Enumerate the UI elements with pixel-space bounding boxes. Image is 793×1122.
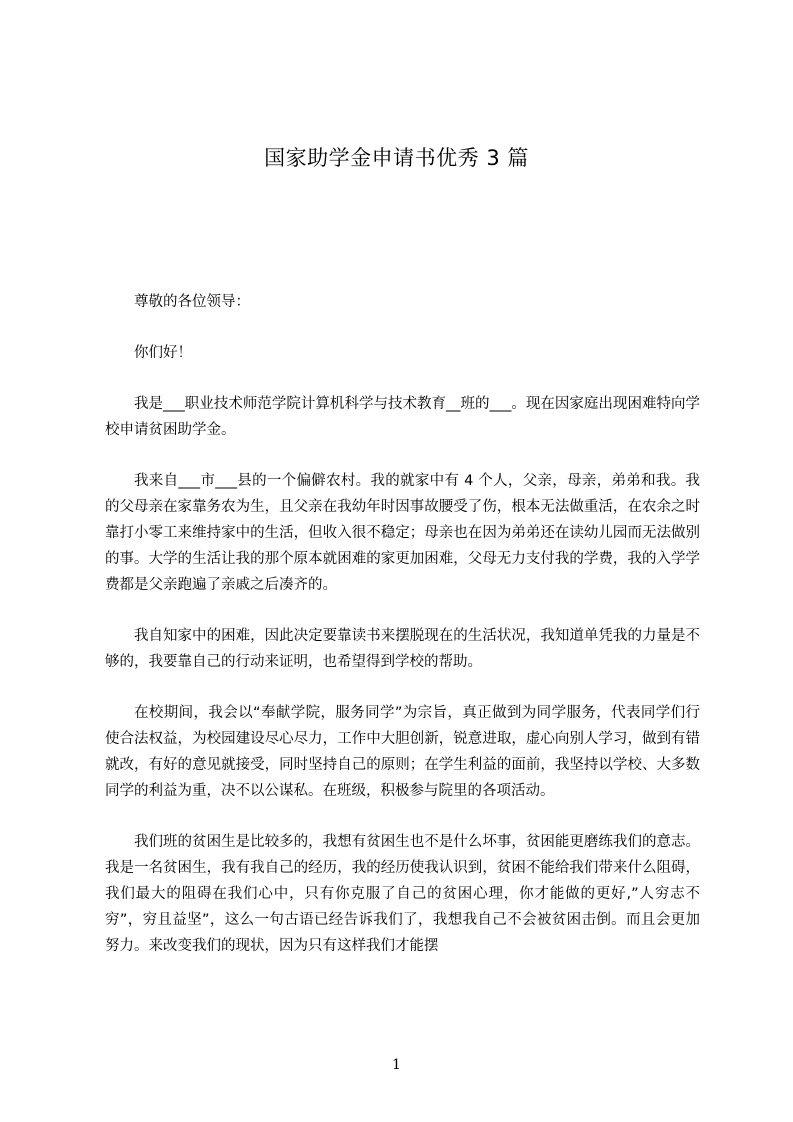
body-paragraph: 我自知家中的困难，因此决定要靠读书来摆脱现在的生活状况，我知道单凭我的力量是不够的，我要靠自己的行动来证明，也希望得到学校的帮助。 (105, 628, 700, 670)
body-paragraph: 在校期间，我会以“奉献学院，服务同学”为宗旨，真正做到为同学服务，代表同学们行使合法权益，为校园建设尽心尽力，工作中大胆创新，锐意进取，虚心向别人学习，做到有错就改，有好的意见就接受，同时坚持自己的原则；在学生利益的面前，我坚持以学校、大多数同学的利益为重，决不以公谋私。在班级，积极参与院里的各项活动。 (105, 705, 700, 799)
page-number: 1 (392, 1057, 401, 1073)
greeting-paragraph: 你们好！ (134, 345, 192, 361)
document-title: 国家助学金申请书优秀 3 篇 (264, 146, 529, 170)
body-paragraph: 我们班的贫困生是比较多的，我想有贫困生也不是什么坏事，贫困能更磨练我们的意志。我是一名贫困生，我有我自己的经历，我的经历使我认识到，贫困不能给我们带来什么阻碍，我们最大的阻碍在我们心中，只有你克服了自己的贫困心理，你才能做的更好,”人穷志不穷”，穷且益坚”，这么一句古语已经告诉我们了，我想我自己不会被贫困击倒。而且会更加努力。来改变我们的现状，因为只有这样我们才能摆 (105, 834, 700, 954)
salutation-paragraph: 尊敬的各位领导： (134, 294, 250, 310)
body-paragraph: 我是___职业技术师范学院计算机科学与技术教育__班的___。现在因家庭出现困难特向学校申请贫困助学金。 (105, 396, 700, 438)
body-paragraph: 我来自___市___县的一个偏僻农村。我的就家中有 4 个人，父亲，母亲，弟弟和我。我的父母亲在家靠务农为生，且父亲在我幼年时因事故腰受了伤，根本无法做重活，在农余之时靠打小零工来维持家中的生活，但收入很不稳定；母亲也在因为弟弟还在读幼儿园而无法做别的事。大学的生活让我的那个原本就困难的家更加困难，父母无力支付我的学费，我的入学学费都是父亲跑遍了亲戚之后凑齐的。 (105, 473, 700, 593)
document-body (105, 289, 700, 984)
